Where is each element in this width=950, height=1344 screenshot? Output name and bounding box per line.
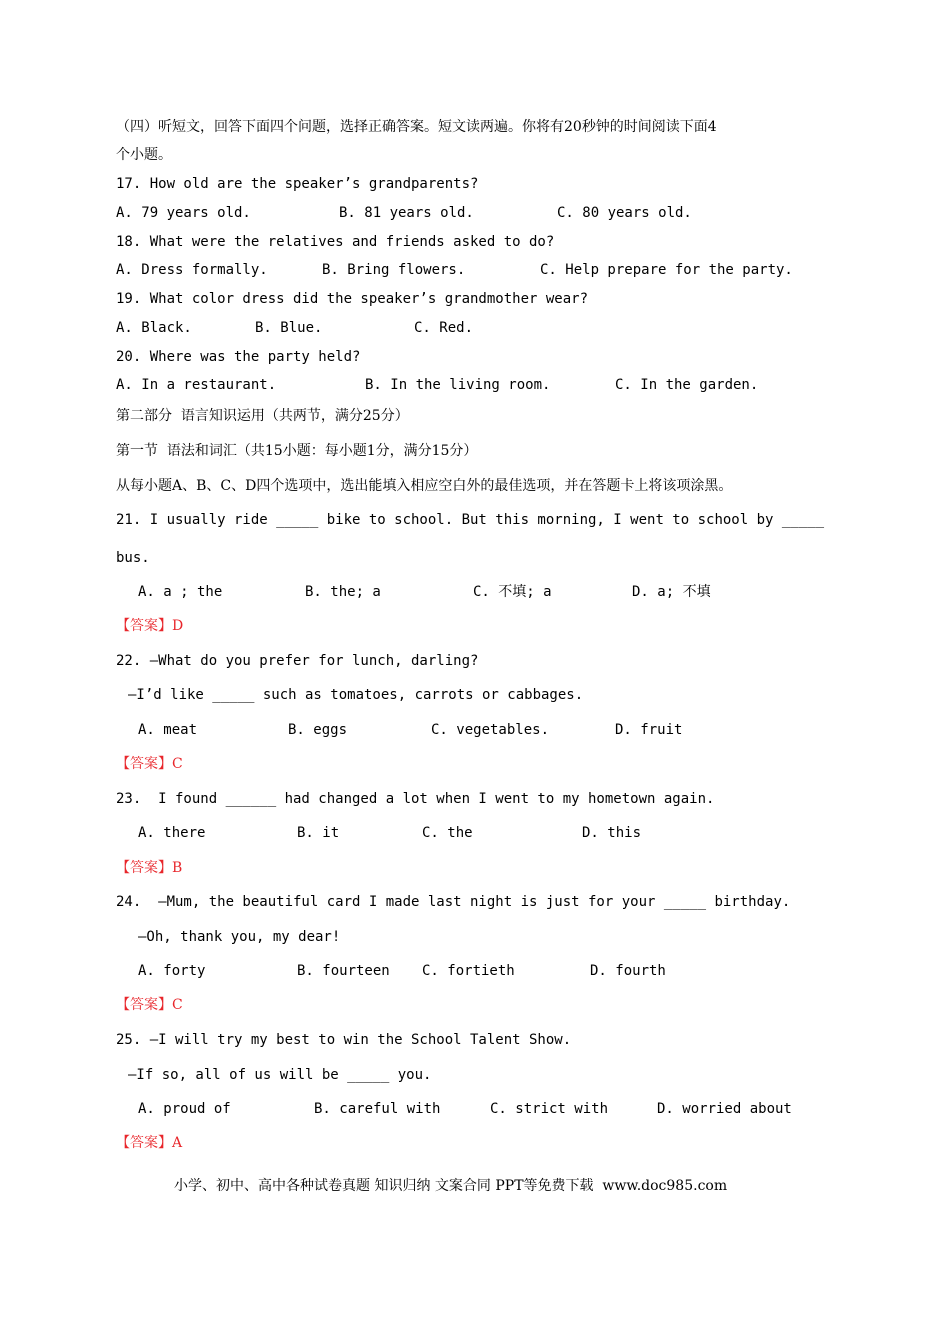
q17-option-c: C. 80 years old. [557,205,692,221]
question-21: 21. I usually ride _____ bike to school. But this morning, I went to school by _____ [116,512,825,528]
section1-title: 第一节 语法和词汇（共15小题：每小题1分，满分15分） [116,443,478,459]
q19-option-b: B. Blue. [255,320,323,336]
question-22: 22. —What do you prefer for lunch, darling? [116,653,479,669]
q18-option-b: B. Bring flowers. [322,262,466,278]
question-25: 25. —I will try my best to win the School Talent Show. [116,1032,572,1048]
question-17: 17. How old are the speaker’s grandparents? [116,176,479,192]
q23-option-a: A. there [138,825,206,841]
q24-option-b: B. fourteen [297,963,390,979]
q21-option-a: A. a ; the [138,584,223,600]
section-intro-line1: （四）听短文，回答下面四个问题，选择正确答案。短文读两遍。你将有20秒钟的时间阅读下面4 [116,119,717,135]
section1-instruction: 从每小题A、B、C、D四个选项中，选出能填入相应空白外的最佳选项，并在答题卡上将该项涂黑。 [116,478,733,494]
question-21-cont: bus. [116,550,150,566]
q17-option-a: A. 79 years old. [116,205,251,221]
q20-option-b: B. In the living room. [365,377,551,393]
answer-25: 【答案】A [116,1135,183,1151]
part2-title: 第二部分 语言知识运用（共两节，满分25分） [116,408,409,424]
q25-option-b: B. careful with [314,1101,441,1117]
q17-option-b: B. 81 years old. [339,205,474,221]
question-22-reply: —I’d like _____ such as tomatoes, carrots or cabbages. [128,687,584,703]
q24-option-c: C. fortieth [422,963,515,979]
q22-option-b: B. eggs [288,722,348,738]
q19-option-a: A. Black. [116,320,192,336]
q20-option-c: C. In the garden. [615,377,759,393]
question-18: 18. What were the relatives and friends asked to do? [116,234,555,250]
question-24-reply: —Oh, thank you, my dear! [138,929,341,945]
answer-24: 【答案】C [116,997,183,1013]
answer-22: 【答案】C [116,756,183,772]
q21-option-b: B. the; a [305,584,381,600]
q23-option-b: B. it [297,825,340,841]
q18-option-c: C. Help prepare for the party. [540,262,793,278]
q19-option-c: C. Red. [414,320,474,336]
q24-option-d: D. fourth [590,963,666,979]
q21-option-d: D. a; 不填 [632,584,711,600]
q25-option-a: A. proud of [138,1101,231,1117]
q23-option-c: C. the [422,825,473,841]
section-intro-line2: 个小题。 [116,147,172,163]
question-19: 19. What color dress did the speaker’s grandmother wear? [116,291,589,307]
answer-23: 【答案】B [116,860,183,876]
q24-option-a: A. forty [138,963,206,979]
q22-option-a: A. meat [138,722,198,738]
question-20: 20. Where was the party held? [116,349,361,365]
q23-option-d: D. this [582,825,642,841]
question-23: 23. I found ______ had changed a lot when I went to my hometown again. [116,791,715,807]
q18-option-a: A. Dress formally. [116,262,268,278]
q21-option-c: C. 不填; a [473,584,552,600]
question-24: 24. —Mum, the beautiful card I made last night is just for your _____ birthday. [116,894,791,910]
answer-21: 【答案】D [116,618,184,634]
q25-option-d: D. worried about [657,1101,792,1117]
q22-option-d: D. fruit [615,722,683,738]
q22-option-c: C. vegetables. [431,722,550,738]
q25-option-c: C. strict with [490,1101,609,1117]
question-25-reply: —If so, all of us will be _____ you. [128,1067,432,1083]
page-footer: 小学、初中、高中各种试卷真题 知识归纳 文案合同 PPT等免费下载 www.doc985.com [174,1178,728,1194]
q20-option-a: A. In a restaurant. [116,377,277,393]
